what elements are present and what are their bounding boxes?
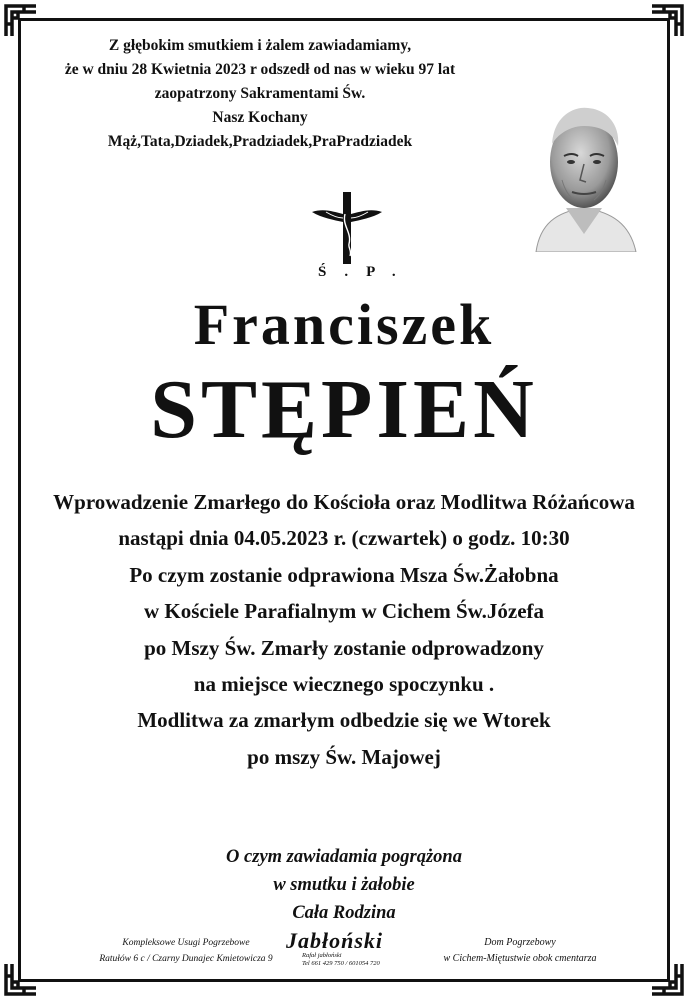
intro-line: zaopatrzony Sakramentami Św. xyxy=(154,85,366,102)
announcement-line: nastąpi dnia 04.05.2023 r. (czwartek) o godz. 10:30 xyxy=(118,526,570,551)
logo-name: Jabłoński xyxy=(286,928,384,953)
sp-label: Ś.P. xyxy=(318,264,414,280)
announcement-line: po mszy Św. Majowej xyxy=(247,744,441,769)
funeral-home-logo xyxy=(286,930,408,968)
ornamental-corner-icon xyxy=(4,4,38,38)
intro-line: Z głębokim smutkiem i żalem zawiadamiamy, xyxy=(108,37,412,54)
cross-icon xyxy=(312,192,382,264)
closing-line: Cała Rodzina xyxy=(292,903,396,923)
footer-line: w Cichem-Miętustwie obok cmentarza xyxy=(443,953,597,964)
announcement-line: Wprowadzenie Zmarłego do Kościoła oraz Modlitwa Różańcowa xyxy=(53,490,635,514)
announcement-line: w Kościele Parafialnym w Cichem Św.Józefa xyxy=(143,599,545,624)
intro-text xyxy=(40,34,480,154)
intro-line: Mąż,Tata,Dziadek,Pradziadek,PraPradziadek xyxy=(107,133,413,150)
logo-phone: Tel 661 429 750 / 601054 720 xyxy=(302,960,380,967)
closing-line: O czym zawiadamia pogrążona xyxy=(226,847,462,867)
logo-owner: Rafał jabłoński xyxy=(302,952,342,959)
closing-text xyxy=(0,843,688,927)
announcement-line: po Mszy Św. Zmarły zostanie odprowadzony xyxy=(144,635,544,660)
ornamental-corner-icon xyxy=(650,962,684,996)
ornamental-corner-icon xyxy=(650,4,684,38)
closing-line: w smutku i żałobie xyxy=(273,875,415,895)
portrait-photo xyxy=(526,84,644,252)
intro-line: Nasz Kochany xyxy=(212,109,308,126)
deceased-surname: STĘPIEŃ xyxy=(150,363,538,456)
announcement-text xyxy=(20,484,668,775)
footer-line: Ratułów 6 c / Czarny Dunajec Kmietowicza 9 xyxy=(99,954,273,964)
announcement-line: na miejsce wiecznego spoczynku . xyxy=(193,672,495,697)
deceased-first-name: Franciszek xyxy=(193,292,495,357)
funeral-services-info xyxy=(96,935,276,967)
footer-line: Dom Pogrzebowy xyxy=(484,937,556,948)
intro-line: że w dniu 28 Kwietnia 2023 r odszedł od nas w wieku 97 lat xyxy=(64,61,456,78)
announcement-line: Modlitwa za zmarłym odbedzie się we Wtorek xyxy=(137,708,551,733)
announcement-line: Po czym zostanie odprawiona Msza Św.Żałobna xyxy=(129,562,559,587)
footer-line: Kompleksowe Usugi Pogrzebowe xyxy=(122,938,250,948)
ornamental-corner-icon xyxy=(4,962,38,996)
funeral-home-info xyxy=(420,935,620,967)
